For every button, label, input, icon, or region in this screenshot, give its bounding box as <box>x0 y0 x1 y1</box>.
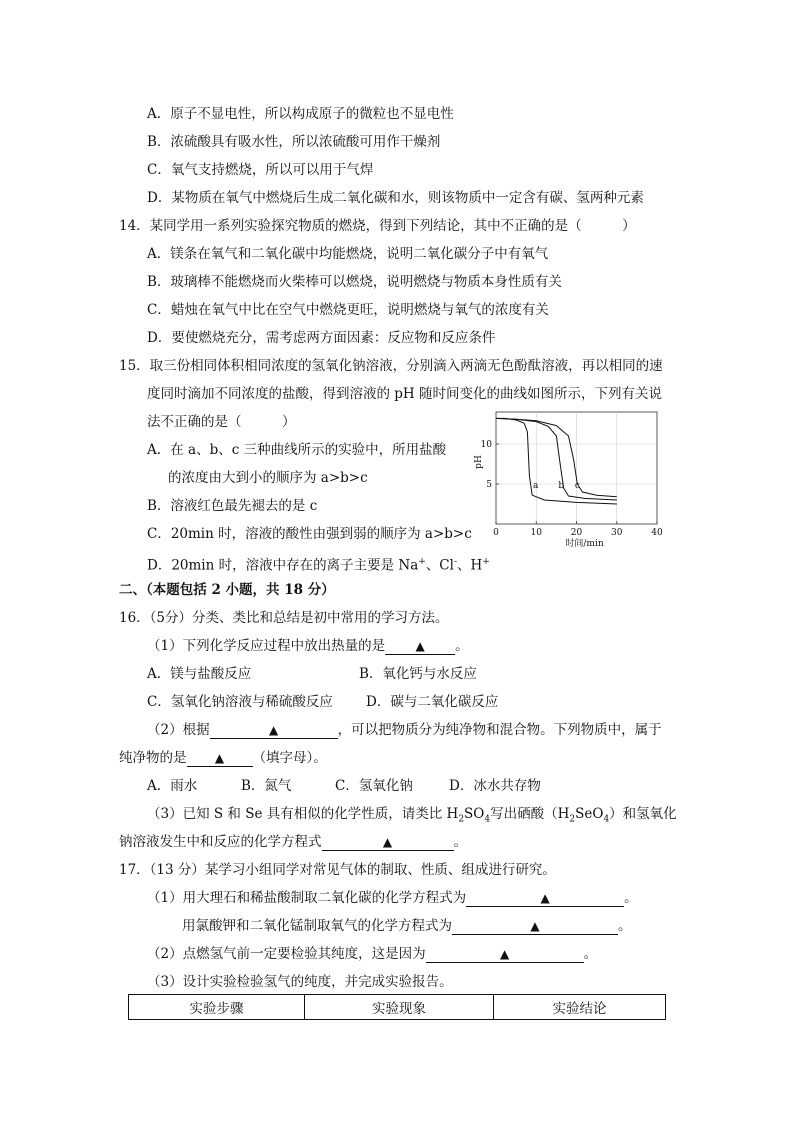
q14-option-b: B．玻璃棒不能燃烧而火柴棒可以燃烧，说明燃烧与物质本身性质有关 <box>147 274 562 290</box>
y-tick-label: 10 <box>480 440 492 450</box>
q16-option-a: A．镁与盐酸反应 <box>147 666 252 682</box>
answer-blank[interactable]: ▲ <box>426 946 584 963</box>
answer-blank[interactable]: ▲ <box>466 890 624 907</box>
q16-part3-cont: 钠溶液发生中和反应的化学方程式 ▲ 。 <box>119 834 467 850</box>
q15-option-a-line1: A．在 a、b、c 三种曲线所示的实验中，所用盐酸 <box>147 442 447 458</box>
section-2-title: 二、（本题包括 2 小题，共 18 分） <box>119 582 335 598</box>
q17-part3: （3）设计实验检验氢气的纯度，并完成实验报告。 <box>147 974 453 990</box>
series-line-a <box>496 418 617 504</box>
series-line-b <box>496 418 617 500</box>
q16-option-c: C．氢氧化钠溶液与稀硫酸反应 <box>147 694 333 710</box>
q13-option-c: C．氧气支持燃烧，所以可以用于气焊 <box>147 162 374 178</box>
q16-part2: （2）根据 ▲ ，可以把物质分为纯净物和混合物。下列物质中，属于 <box>147 722 662 738</box>
q15-stem-line3: 法不正确的是（ ） <box>147 414 296 430</box>
q16-part1: （1）下列化学反应过程中放出热量的是 ▲ 。 <box>147 638 469 654</box>
x-tick-label: 30 <box>611 528 623 538</box>
q15-option-a-line2: 的浓度由大到小的顺序为 a>b>c <box>168 470 368 486</box>
q16-part2-cont: 纯净物的是 ▲ （填字母）。 <box>119 750 327 766</box>
table-header-row <box>129 995 666 1020</box>
x-axis-label: 时间/min <box>565 539 604 549</box>
q16-option-d2: D．冰水共存物 <box>449 778 541 794</box>
q16-part3: （3）已知 S 和 Se 具有相似的化学性质，请类比 $H_2SO_4$写出硒酸$(H_2SeO_4)$和氢氧化 <box>147 806 677 825</box>
ph-time-chart <box>468 406 690 550</box>
y-tick-label: 5 <box>486 480 492 490</box>
q14-option-c: C．蜡烛在氧气中比在空气中燃烧更旺，说明燃烧与氧气的浓度有关 <box>147 302 549 318</box>
q15-option-d: D．20min 时，溶液中存在的离子主要是 Na+、Cl-、H+ <box>147 557 490 574</box>
x-tick-label: 10 <box>530 528 542 538</box>
table-header-phenomena: 实验现象 <box>305 995 494 1020</box>
q13-option-d: D．某物质在氧气中燃烧后生成二氧化碳和水，则该物质中一定含有碳、氢两种元素 <box>147 190 644 206</box>
q17-stem: 17．（13 分）某学习小组同学对常见气体的制取、性质、组成进行研究。 <box>119 862 556 878</box>
series-line-c <box>496 418 617 496</box>
q15-stem-line2: 度同时滴加不同浓度的盐酸，得到溶液的 pH 随时间变化的曲线如图所示，下列有关说 <box>147 386 662 402</box>
experiment-report-table <box>128 994 666 1020</box>
q16-option-b2: B．氮气 <box>241 778 292 794</box>
q17-part2: （2）点燃氢气前一定要检验其纯度，这是因为 ▲ 。 <box>147 946 598 962</box>
y-axis-label: pH <box>474 455 484 469</box>
q14-stem: 14．某同学用一系列实验探究物质的燃烧，得到下列结论，其中不正确的是（ ） <box>119 218 636 234</box>
answer-blank[interactable]: ▲ <box>187 750 253 767</box>
series-label-a: a <box>533 481 539 491</box>
answer-blank[interactable]: ▲ <box>322 834 454 851</box>
x-tick-label: 20 <box>570 528 583 538</box>
series-label-c: c <box>574 481 580 491</box>
q14-option-d: D．要使燃烧充分，需考虑两方面因素：反应物和反应条件 <box>147 330 496 346</box>
series-label-b: b <box>558 481 565 491</box>
q16-option-d: D．碳与二氧化碳反应 <box>366 694 499 710</box>
q17-part1: （1）用大理石和稀盐酸制取二氧化碳的化学方程式为 ▲ 。 <box>147 890 638 906</box>
answer-blank[interactable]: ▲ <box>210 722 338 739</box>
x-tick-label: 40 <box>651 528 663 538</box>
q15-option-c: C．20min 时，溶液的酸性由强到弱的顺序为 a>b>c <box>147 526 472 542</box>
q16-option-b: B．氧化钙与水反应 <box>359 666 477 682</box>
q13-option-b: B．浓硫酸具有吸水性，所以浓硫酸可用作干燥剂 <box>147 134 441 150</box>
q15-option-b: B．溶液红色最先褪去的是 c <box>147 498 318 514</box>
x-tick-label: 0 <box>493 528 499 538</box>
q16-stem: 16．（5分）分类、类比和总结是初中常用的学习方法。 <box>119 610 449 626</box>
q13-option-a: A．原子不显电性，所以构成原子的微粒也不显电性 <box>147 106 454 122</box>
answer-blank[interactable]: ▲ <box>385 638 455 655</box>
q16-option-c2: C．氢氧化钠 <box>335 778 413 794</box>
q15-stem-line1: 15．取三份相同体积相同浓度的氢氧化钠溶液，分别滴入两滴无色酚酞溶液，再以相同的速 <box>119 358 663 374</box>
q17-part1b: 用氯酸钾和二氧化锰制取氧气的化学方程式为 ▲ 。 <box>182 918 632 934</box>
table-header-conclusion: 实验结论 <box>494 995 666 1020</box>
table-header-steps: 实验步骤 <box>129 995 305 1020</box>
answer-blank[interactable]: ▲ <box>452 918 618 935</box>
q16-option-a2: A．雨水 <box>147 778 198 794</box>
q14-option-a: A．镁条在氧气和二氧化碳中均能燃烧，说明二氧化碳分子中有氧气 <box>147 246 549 262</box>
